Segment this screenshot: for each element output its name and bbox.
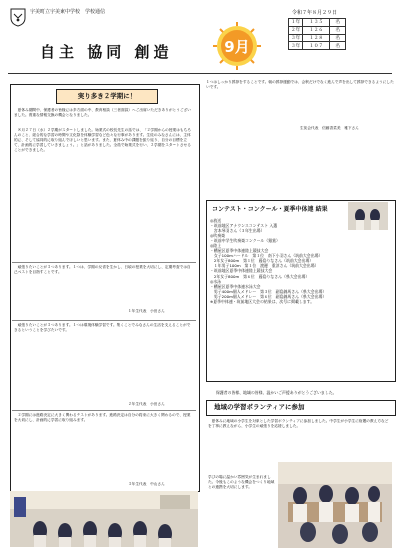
divider (12, 262, 196, 263)
volunteer-photo (278, 462, 392, 548)
list-item: 男子200m個人メドレー 第６位 副島錦馬さん（県大会出場） (210, 293, 327, 299)
volunteer-paragraph: 夏休みに地域の小学生を対象とした学習ボランティアに参加しました。中学生が小学生に宿題の教え方などを丁寧に教えながら、小学生の頑張りを応援しました。 (208, 419, 389, 429)
results-list (210, 218, 392, 304)
month-label: 9月 (224, 38, 250, 56)
thanks-note: 保護者の皆様、地域の皆様、温かいご声援ありがとうございました。 (212, 390, 337, 395)
list-item: ・糟屋区夏季中体連陸上競技大会 (210, 248, 269, 254)
volunteer-paragraph-continued: 学びの場に温かい雰囲気が生まれました。今後もこのような機会をつくり地域との連携を大切にします。 (208, 475, 275, 490)
paragraph: 夏休み期間中、保護者の皆様には多方面の中、教育相談（三者面談）へご出席いただきありがとうございました。貴重な情報交換の機会となりました。 (14, 108, 191, 118)
list-item: ◎水泳 (210, 278, 222, 284)
list-item: ・筑前中学生吹奏楽コンクール（銀賞） (210, 238, 280, 244)
continued-paragraph: １つはしっかり挨拶をすることです。朝の挨拶運動では、会釈だけでなく進んで声を出して挨拶できるようにしたいです。 (206, 80, 394, 90)
list-item: ※夏季中体連・筑前地区大会の結果は、次号に掲載します。 (210, 298, 315, 304)
table-row: １年 １３５ 名 (289, 19, 346, 27)
list-item: 2年女子800m 第６位 藤島りなさん（県大会出場） (210, 273, 310, 279)
school-name: 宇美町立宇美東中学校 学校通信 (30, 9, 106, 15)
list-item: 女子100mハードル 第１位 南下小羽さん（筑前大会出場） (210, 253, 323, 259)
paragraph: ２学期には進路決定に大きく関わるテストがあります。進路決定は自分の将来に大きく関わるので、授業を大切にし、計画的に学習に取り組みます。 (14, 413, 191, 423)
enrollment-table (288, 18, 346, 50)
table-row: ３年 １２８ 名 (289, 34, 346, 42)
divider (12, 410, 196, 411)
list-item: ◎陸上 (210, 243, 222, 249)
table-row: ２年 １２６ 名 (289, 26, 346, 34)
paragraph: 頑張りたいことが３つあります。１つは環境体験学習です。集くことでみなさんの生活を支えることができるということを学びたいです。 (14, 323, 191, 333)
signer: ３年生代表 中山さん (128, 482, 165, 486)
assembly-photo (10, 491, 198, 547)
month-badge (198, 22, 276, 74)
list-item: 男子400m個人メドレー 第３位 副島錦馬さん（県大会出場） (210, 288, 327, 294)
school-emblem-icon (9, 7, 27, 27)
paragraph: 頑張りたいことが３つあります。１つは、学期の反省を生かし、日頃の授業を大切にし、定期考査では自己ベストを目指すことです。 (14, 265, 191, 275)
signer: 生徒会代表 信藤香菜美 雅下さん (300, 126, 359, 130)
list-item: ・筑前地区アナウンスコンテスト 入選 (210, 223, 278, 229)
list-item: ・糟屋区夏季中体連水泳大会 (210, 283, 261, 289)
volunteer-heading: 地域の学習ボランティアに参加 (214, 403, 305, 411)
header-divider (8, 73, 392, 74)
issue-date: 令和７年８月２９日 (292, 10, 338, 16)
list-item: 2年女子800m 第１位 藤島りなさん（筑前大会出場） (210, 258, 314, 264)
table-row: ３年 １０７ 名 (289, 42, 346, 50)
list-item: ◎放送 (210, 218, 222, 223)
list-item: 宮本琴羽さん（３年生出場） (210, 228, 265, 234)
signer: ２年生代表 小田さん (128, 402, 165, 406)
left-article-heading: 実り多き２学期に！ (56, 89, 158, 104)
divider (12, 320, 196, 321)
results-heading: コンテスト・コンクール・夏季中体連 結果 (212, 206, 328, 213)
list-item: ◎吹奏楽 (210, 233, 226, 239)
page-title: 自主 協同 創造 (40, 43, 173, 61)
list-item: １年男子100m 第１位 渡邊 重涼さん（筑前大会出場） (210, 263, 319, 269)
signer: １年生代表 小田さん (128, 309, 165, 313)
paragraph: ８月２７日（水）２学期がスタートしました。始業式の校長先生の話では、「２学期からの授業はもちろんのこと、総合的な学習の時間や文化祭を体験学習など色々な行事があります。生徒のみなさんには、主体的に、そして協同的に取り組んでほしいと思います。また、夏休み中の課題を振り返り、自分の目標を立て、計画的に学習していきましょう。」と話がありました。全員で始業式を行い、２学期をスタートさせることができました。 (14, 128, 191, 153)
list-item: ・筑前地区夏季中体連陸上競技大会 (210, 268, 273, 274)
